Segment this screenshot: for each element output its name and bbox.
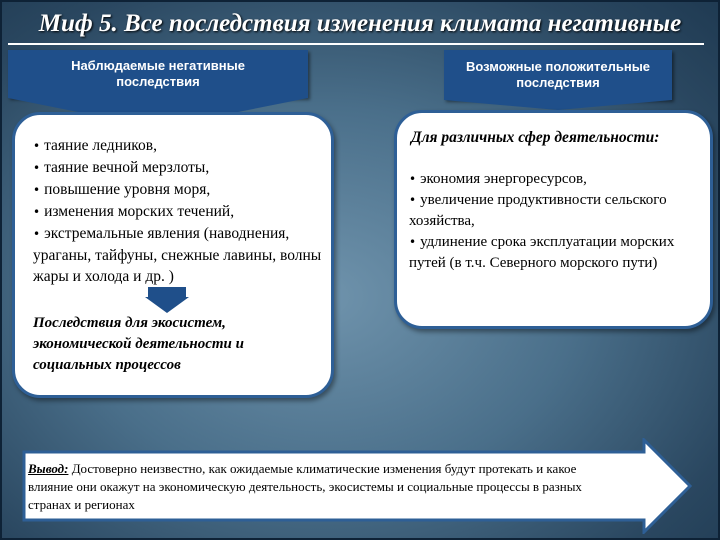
bullet-icon: • <box>33 205 41 219</box>
positive-header: Возможные положительные последствия <box>444 50 672 100</box>
conclusion-body: Достоверно неизвестно, как ожидаемые климатические изменения будут протекать и какое влияние они окажут на экономическую деятельность, экосистемы и социальные процессы в разных странах и регионах <box>28 461 582 512</box>
positive-subheading: Для различных сфер деятельности: <box>411 129 660 146</box>
list-item: • таяние ледников, <box>33 137 157 154</box>
bullet-icon: • <box>33 183 41 197</box>
positive-header-arrow <box>444 50 672 110</box>
bullet-icon: • <box>409 172 417 186</box>
title-underline <box>8 43 704 45</box>
list-item: • экономия энергоресурсов, <box>409 171 587 187</box>
list-item: • удлинение срока эксплуатации морских путей (в т.ч. Северного морского пути) <box>409 234 675 271</box>
bullet-icon: • <box>33 227 41 241</box>
list-item: • экстремальные явления (наводнения, ураганы, тайфуны, снежные лавины, волны жары и холода и др. ) <box>33 225 322 285</box>
list-item: • изменения морских течений, <box>33 203 235 220</box>
arrow-down-icon <box>444 100 672 110</box>
consequences-text: Последствия для экосистем, экономической деятельности и социальных процессов <box>33 315 244 373</box>
conclusion-label: Вывод: <box>28 461 69 476</box>
negative-list <box>33 135 329 287</box>
negative-header: Наблюдаемые негативные последствия <box>8 50 308 98</box>
bullet-icon: • <box>409 193 417 207</box>
conclusion-text <box>28 460 618 514</box>
positive-consequences-box <box>394 110 713 329</box>
list-item: • увеличение продуктивности сельского хозяйства, <box>409 192 667 229</box>
positive-list <box>409 169 704 274</box>
bullet-icon: • <box>33 161 41 175</box>
list-item: • повышение уровня моря, <box>33 181 211 198</box>
conclusion-arrow <box>22 438 692 534</box>
bullet-icon: • <box>409 235 417 249</box>
negative-consequences-box <box>12 112 334 398</box>
slide-title: Миф 5. Все последствия изменения климата негативные <box>38 10 682 37</box>
arrow-down-icon <box>145 287 189 313</box>
list-item: • таяние вечной мерзлоты, <box>33 159 210 176</box>
bullet-icon: • <box>33 139 41 153</box>
